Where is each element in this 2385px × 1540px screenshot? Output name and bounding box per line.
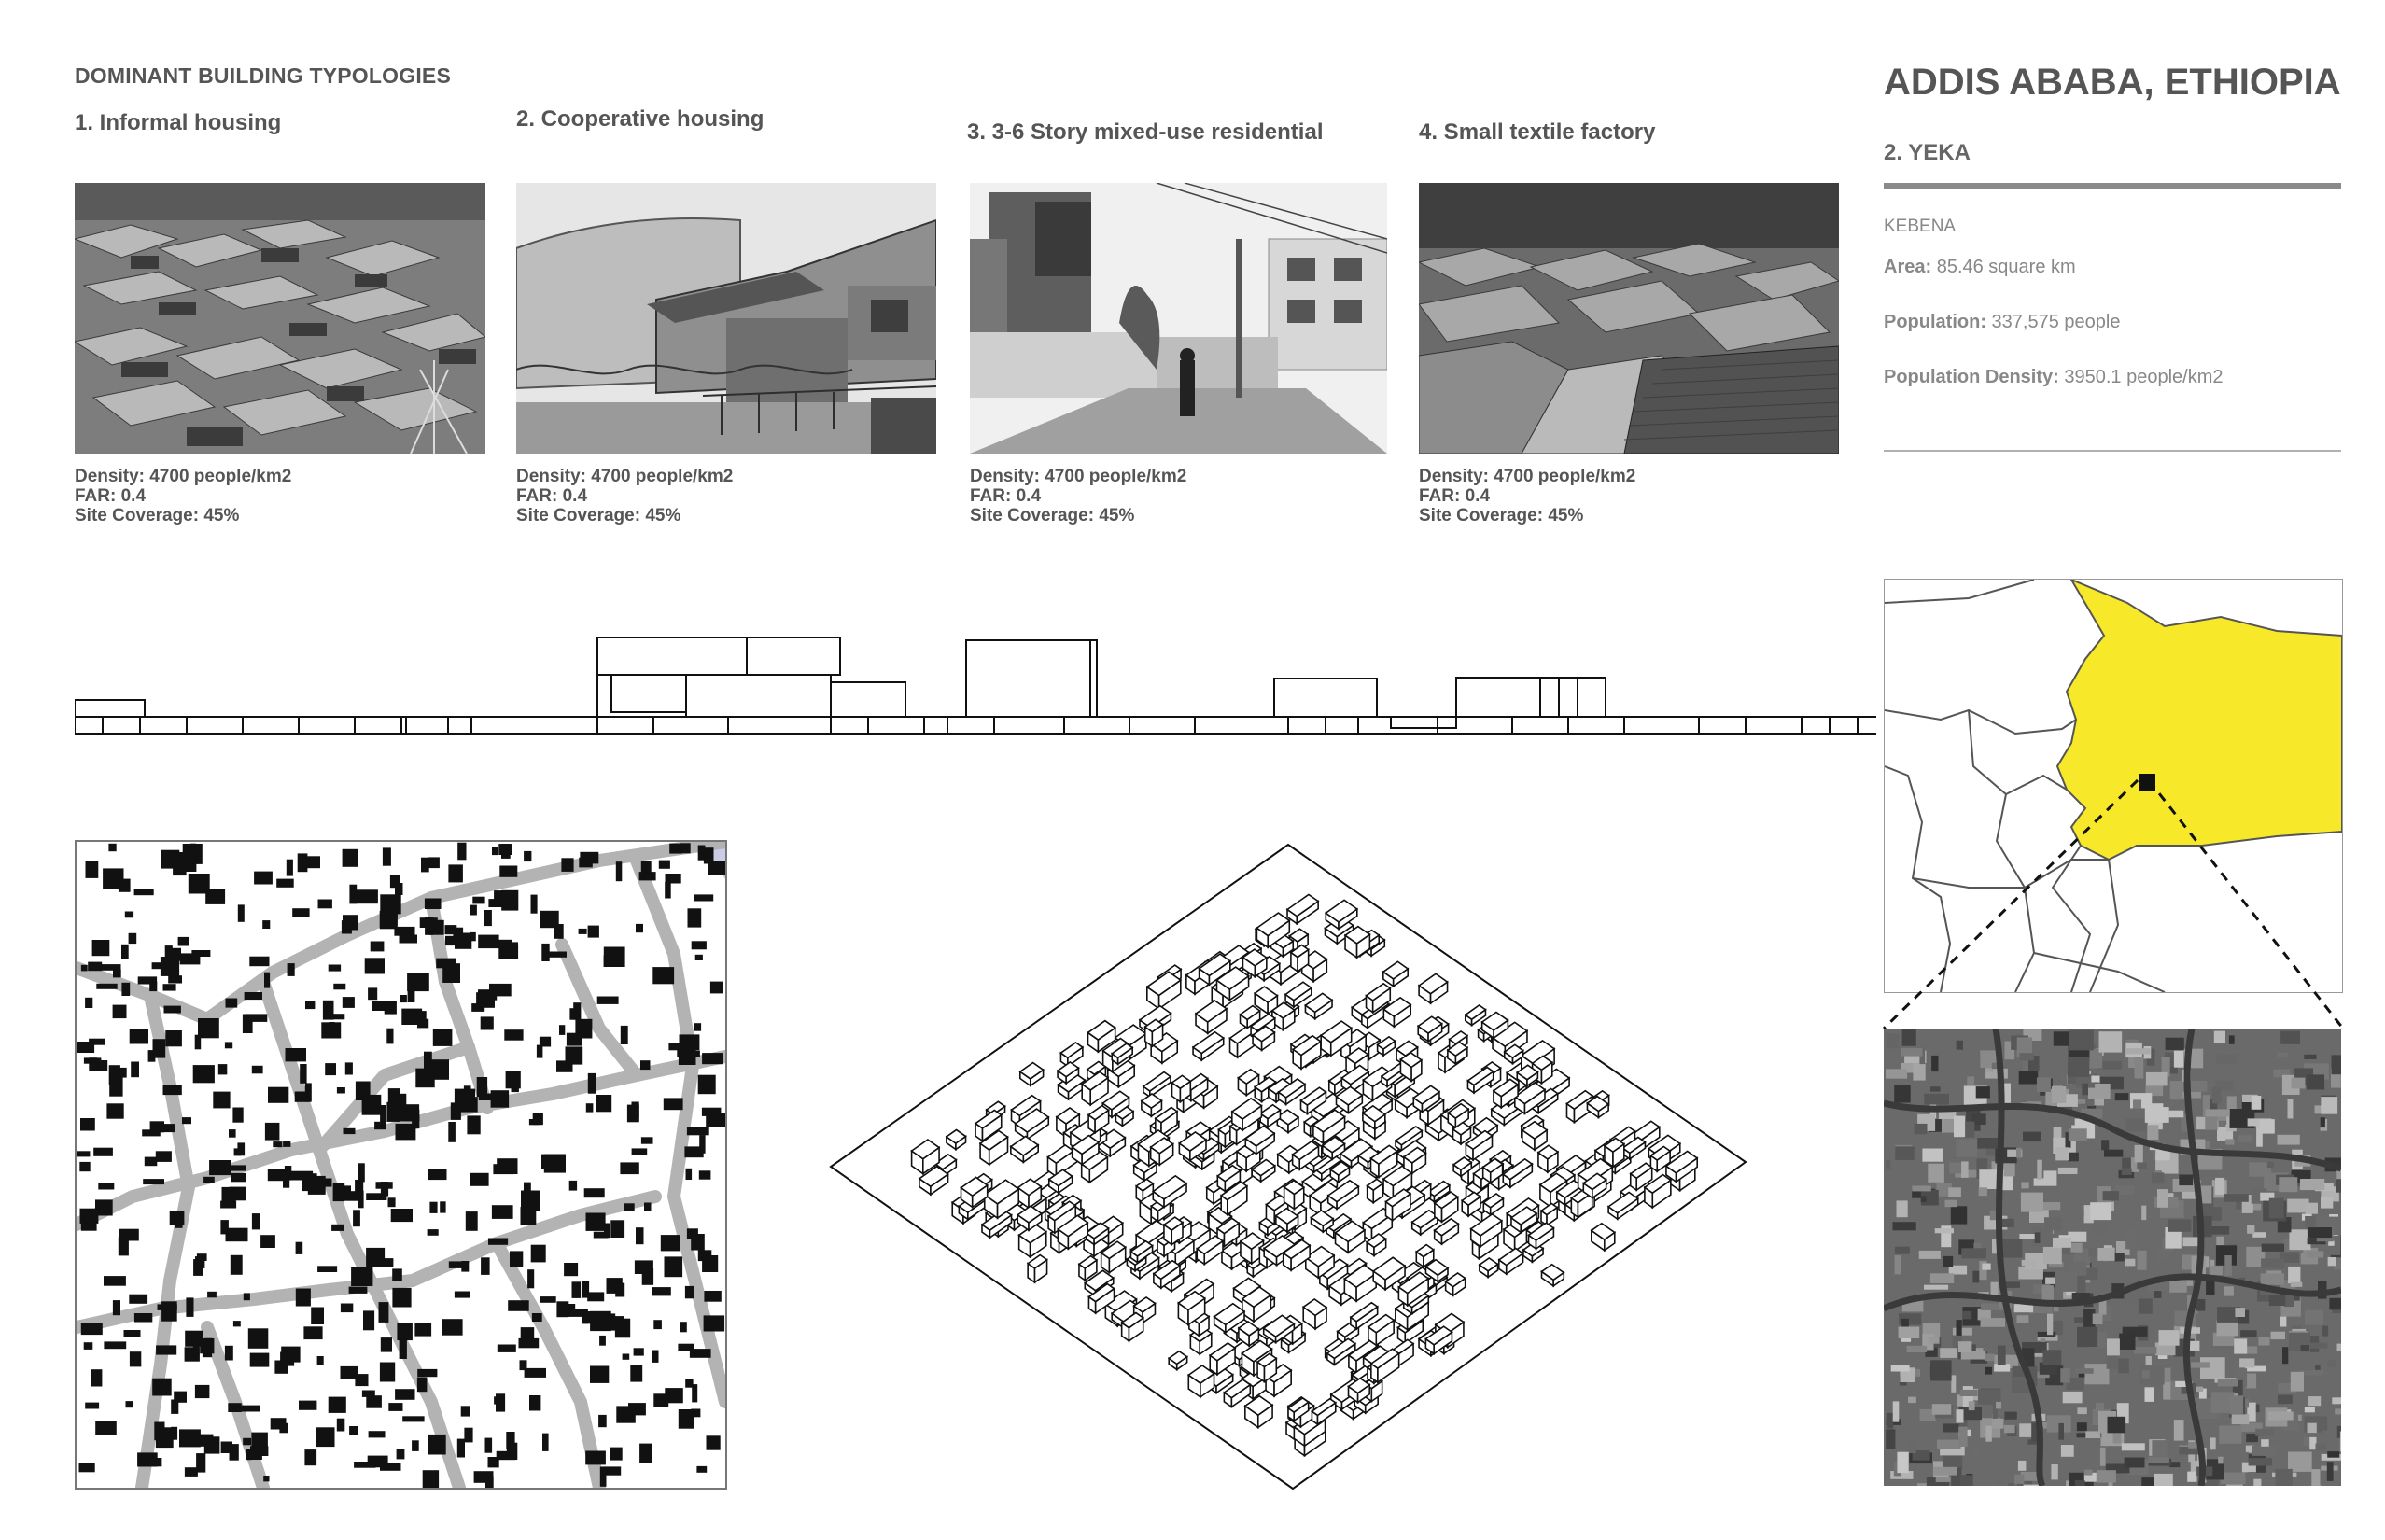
population-label: Population: — [1884, 312, 1986, 332]
population-info — [1884, 312, 2120, 333]
typology-title-2: 2. Cooperative housing — [516, 106, 765, 132]
area-info — [1884, 257, 2076, 278]
density-info — [1884, 367, 2223, 388]
axonometric-massing-model — [821, 835, 1755, 1498]
density-value: 3950.1 people/km2 — [2058, 367, 2224, 387]
zoom-connector — [1867, 765, 2362, 1036]
density-stat: Density: 4700 people/km2 — [75, 467, 292, 486]
density-label: Population Density: — [1884, 367, 2059, 387]
figure-ground-map — [75, 840, 727, 1490]
typology-title-1: 1. Informal housing — [75, 110, 282, 135]
mixed-use-residential-photo — [970, 183, 1387, 454]
cooperative-housing-photo — [516, 183, 936, 454]
street-section-elevation — [75, 635, 1876, 747]
typology-stats-2 — [516, 467, 733, 525]
density-stat: Density: 4700 people/km2 — [970, 467, 1187, 486]
typology-stats-1 — [75, 467, 291, 525]
typology-title-4: 4. Small textile factory — [1419, 119, 1656, 145]
city-title: ADDIS ABABA, ETHIOPIA — [1884, 62, 2341, 103]
district-title: 2. YEKA — [1884, 140, 1971, 165]
far-stat: FAR: 0.4 — [970, 486, 1042, 506]
typology-title-3: 3. 3-6 Story mixed-use residential — [967, 119, 1324, 145]
satellite-image — [1884, 1029, 2341, 1486]
area-label: Area: — [1884, 257, 1932, 277]
density-stat: Density: 4700 people/km2 — [1419, 467, 1636, 486]
coverage-stat: Site Coverage: 45% — [970, 506, 1135, 525]
coverage-stat: Site Coverage: 45% — [516, 506, 681, 525]
far-stat: FAR: 0.4 — [1419, 486, 1491, 506]
typology-stats-3 — [970, 467, 1186, 525]
area-value: 85.46 square km — [1931, 257, 2076, 277]
coverage-stat: Site Coverage: 45% — [75, 506, 240, 525]
coverage-stat: Site Coverage: 45% — [1419, 506, 1584, 525]
typology-stats-4 — [1419, 467, 1635, 525]
far-stat: FAR: 0.4 — [516, 486, 588, 506]
far-stat: FAR: 0.4 — [75, 486, 147, 506]
density-stat: Density: 4700 people/km2 — [516, 467, 734, 486]
subarea-label: KEBENA — [1884, 217, 1957, 236]
informal-housing-photo — [75, 183, 485, 454]
section-title: DOMINANT BUILDING TYPOLOGIES — [75, 63, 451, 88]
population-value: 337,575 people — [1985, 312, 2121, 332]
divider — [1884, 183, 2341, 189]
divider — [1884, 450, 2341, 452]
textile-factory-photo — [1419, 183, 1839, 454]
